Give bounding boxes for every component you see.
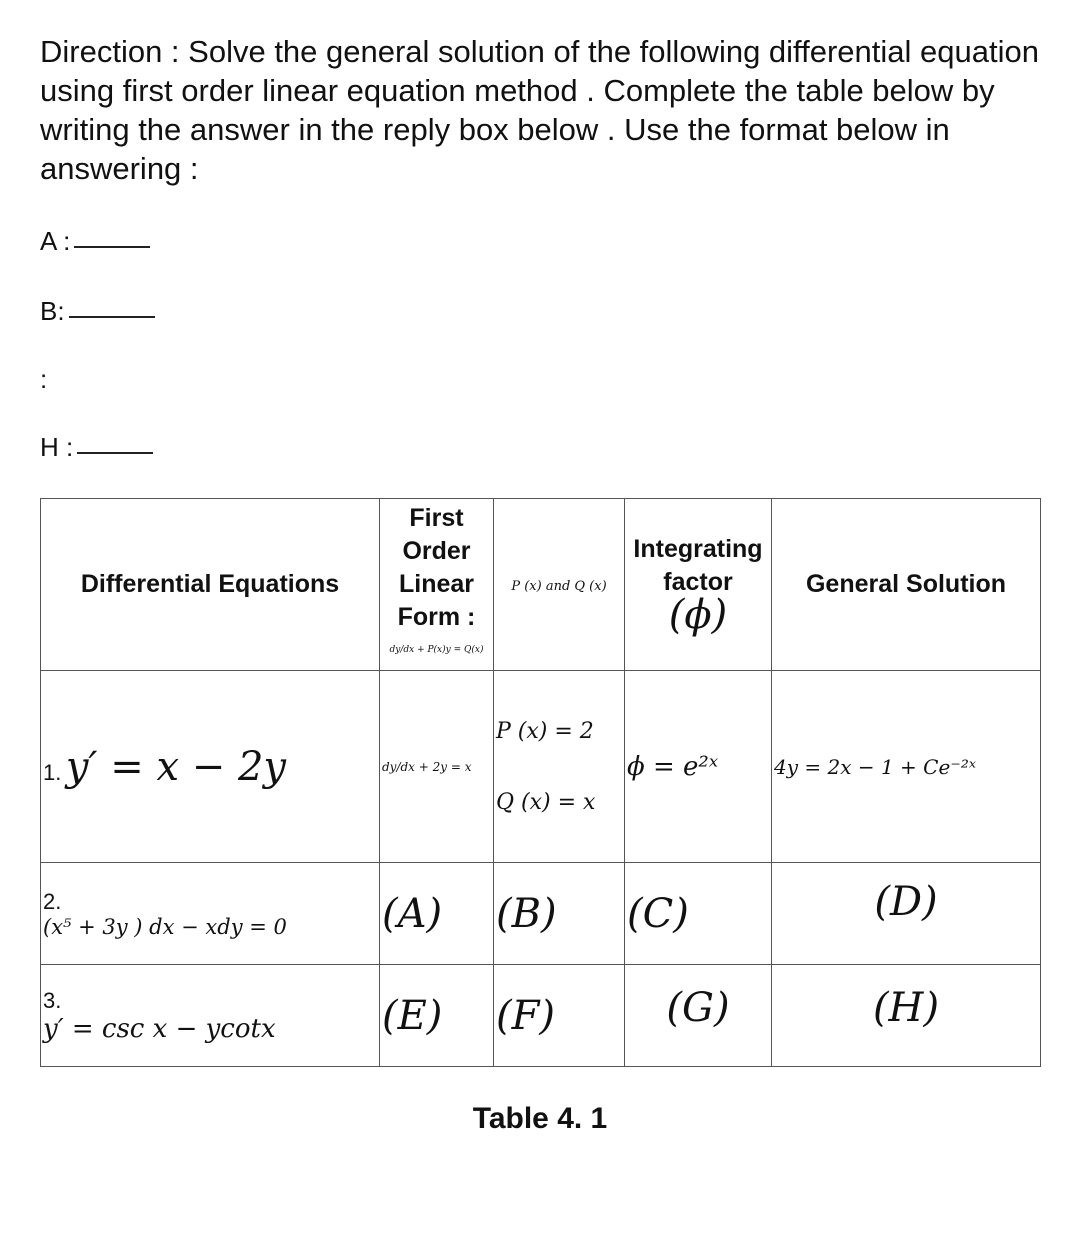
row3-equation-cell [41,965,380,1067]
header-row [41,499,1041,671]
row3-number: 3. [43,987,62,1013]
table-row [41,671,1041,863]
row2-equation-cell [41,863,380,965]
row2-answer-a: (A) [382,890,443,937]
format-label-h: H : [40,432,74,462]
direction-text: Direction : Solve the general solution of the following differential equation using first order linear equation method . Complete the table below by writing the answer in the reply box below . Use the format below in answering : [40,34,1039,186]
row1-linear-form: dy/dx + 2y = x [382,759,472,774]
row3-answer-g-cell [625,965,772,1067]
row3-answer-h-cell [772,965,1041,1067]
table-row [41,965,1041,1067]
header-differential-equations: Differential Equations [41,499,380,671]
format-line-a [40,226,150,257]
table-caption: Table 4. 1 [472,1102,608,1135]
row2-answer-a-cell [380,863,494,965]
row2-answer-c-cell [625,863,772,965]
header-pq-label: P (x) and Q (x) [511,579,607,594]
row1-equation-cell [41,671,380,863]
format-line-h [40,432,153,463]
row1-p: P (x) = 2 [496,718,594,744]
row2-answer-d-cell [772,863,1041,965]
row3-answer-g: (G) [666,985,730,1031]
answer-blank-b [69,316,155,318]
row2-answer-b-cell [494,863,625,965]
row2-answer-b: (B) [496,890,557,937]
row2-equation: (x⁵ + 3y ) dx − xdy = 0 [43,914,287,939]
row1-equation: y′ = x − 2y [65,743,286,790]
header-general-solution: General Solution [772,499,1041,671]
format-label-a: A : [40,226,71,256]
table-4-1 [40,498,1041,1067]
header-factor-label: Integrating factor [633,534,763,596]
row1-q: Q (x) = x [496,789,596,815]
row2-number: 2. [43,888,62,914]
row1-pq-cell [494,671,625,863]
row3-answer-e-cell [380,965,494,1067]
row1-solution: 4y = 2x − 1 + Ce⁻²ˣ [774,754,976,779]
format-label-b: B: [40,296,65,326]
row3-answer-f: (F) [496,992,555,1039]
row3-answer-e: (E) [382,992,443,1039]
row1-factor-cell [625,671,772,863]
row1-linear-form-cell [380,671,494,863]
row1-number: 1. [43,759,62,785]
header-linear-form-label: First Order Linear Form : [397,504,476,631]
answer-blank-a [74,246,150,248]
row3-answer-h: (H) [872,985,940,1031]
row3-answer-f-cell [494,965,625,1067]
format-line-b [40,296,155,327]
header-factor-symbol: (ϕ) [668,591,728,638]
format-ellipsis: : [40,364,48,394]
header-integrating-factor [625,499,772,671]
row1-factor: ϕ = e²ˣ [627,751,719,782]
header-p-and-q [494,499,625,671]
row1-solution-cell [772,671,1041,863]
table-row [41,863,1041,965]
header-linear-form-formula: dy/dx + P(x)y = Q(x) [389,645,484,655]
row2-answer-c: (C) [627,890,689,937]
row3-equation: y′ = csc x − ycotx [43,1013,276,1044]
answer-blank-h [77,452,153,454]
row2-answer-d: (D) [874,879,938,925]
header-linear-form [380,499,494,671]
